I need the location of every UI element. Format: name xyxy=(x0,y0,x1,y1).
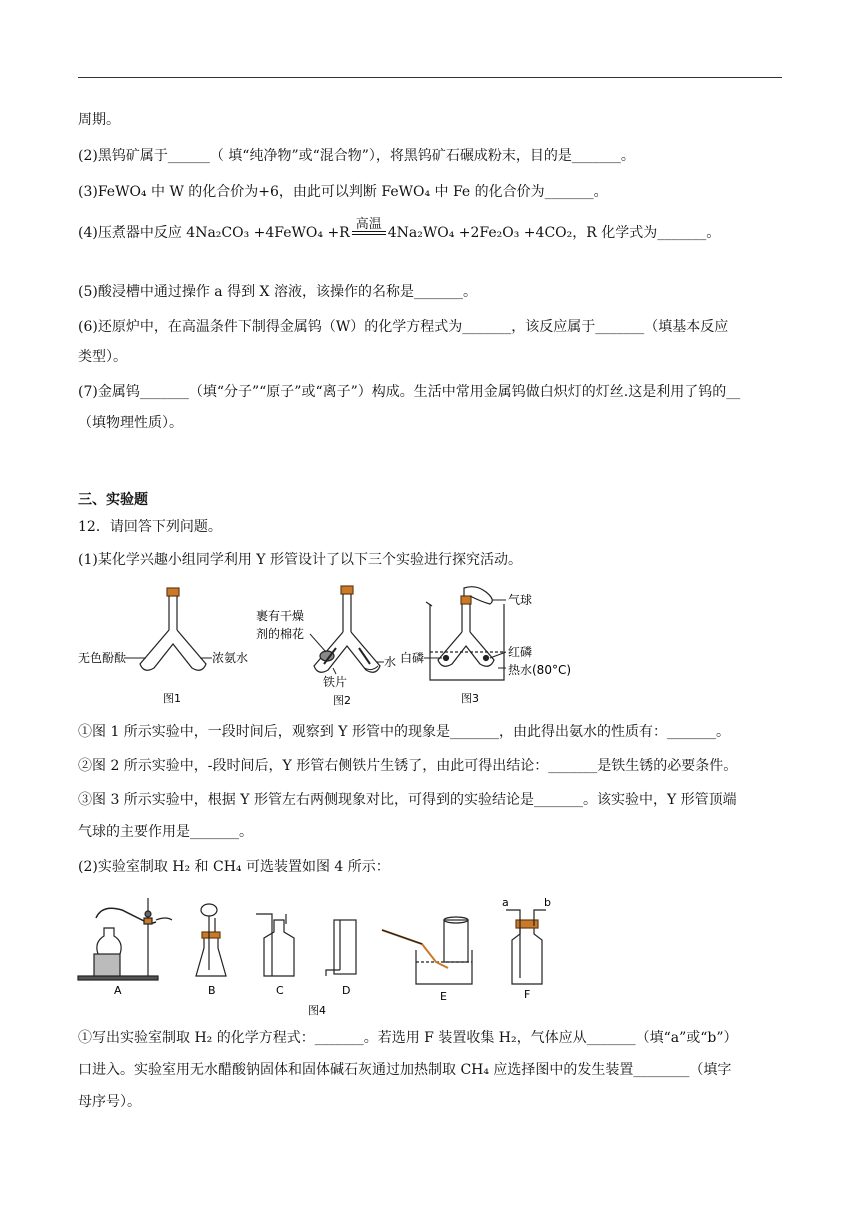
question-6-cont: 类型）。 xyxy=(78,349,127,365)
figure-3 xyxy=(426,587,504,680)
label-phenolphthalein: 无色酚酞 xyxy=(78,651,127,665)
question-2: (2)黑钨矿属于______（ 填“纯净物”或“混合物”），将黑钨矿石碾成粉末，目的是_______。 xyxy=(78,148,635,164)
label-white-phosphorus: 白磷 xyxy=(400,651,425,665)
label-cotton-line1: 裹有干燥 xyxy=(256,609,305,623)
question-12-1a: ①图 1 所示实验中，一段时间后，观察到 Y 形管中的现象是_______，由此得出氨水的性质有：_______。 xyxy=(78,724,730,740)
label-b-apparatus: B xyxy=(208,984,216,997)
question-12-2a-cont: 口进入。实验室用无水醋酸钠固体和固体碱石灰通过加热制取 CH₄ 应选择图中的发生装置________（填字 xyxy=(78,1062,732,1078)
header-rule xyxy=(78,77,782,78)
question-12-2a-end: 母序号）。 xyxy=(78,1094,141,1110)
label-port-a: a xyxy=(502,896,509,909)
question-12-1c: ③图 3 所示实验中，根据 Y 形管左右两侧现象对比，可得到的实验结论是_______。该实验中，Y 形管顶端 xyxy=(78,792,737,808)
apparatus-c xyxy=(256,914,294,976)
label-hot-water: 热水(80°C) xyxy=(508,663,572,677)
equation-right: 4Na₂WO₄ +2Fe₂O₃ +4CO₂，R 化学式为_______。 xyxy=(387,225,721,241)
caption-figure-1: 图1 xyxy=(163,692,181,705)
section-heading: 三、实验题 xyxy=(78,492,148,508)
label-ammonia: 浓氨水 xyxy=(212,651,249,665)
apparatus-b xyxy=(196,904,226,976)
question-3: (3)FeWO₄ 中 W 的化合价为+6，由此可以判断 FeWO₄ 中 Fe 的化合价为_______。 xyxy=(78,184,608,200)
reaction-arrow xyxy=(352,217,386,235)
apparatus-f xyxy=(506,910,546,984)
label-port-b: b xyxy=(544,896,551,909)
question-12-part1: (1)某化学兴趣小组同学利用 Y 形管设计了以下三个实验进行探究活动。 xyxy=(78,552,522,568)
label-red-phosphorus: 红磷 xyxy=(508,645,533,659)
y-tube-figures xyxy=(78,582,572,712)
question-7: (7)金属钨_______（填“分子”“原子”或“离子”）构成。生活中常用金属钨做白炽灯的灯丝.这是利用了钨的__ xyxy=(78,384,741,400)
caption-figure-4: 图4 xyxy=(308,1004,326,1017)
equation-left: (4)压煮器中反应 4Na₂CO₃ +4FeWO₄ +R xyxy=(78,225,350,241)
label-a-apparatus: A xyxy=(114,984,122,997)
label-d-apparatus: D xyxy=(342,984,351,997)
label-water: 水 xyxy=(384,655,397,669)
apparatus-figure-4 xyxy=(76,890,566,1020)
question-5: (5)酸浸槽中通过操作 a 得到 X 溶液，该操作的名称是_______。 xyxy=(78,284,477,300)
apparatus-d xyxy=(326,920,356,976)
label-balloon: 气球 xyxy=(508,593,533,607)
figure-1 xyxy=(140,588,206,670)
caption-figure-2: 图2 xyxy=(333,694,351,707)
label-e-apparatus: E xyxy=(440,990,447,1003)
label-cotton-line2: 剂的棉花 xyxy=(256,627,305,641)
caption-figure-3: 图3 xyxy=(461,692,479,705)
text-line: 周期。 xyxy=(78,112,120,128)
question-6: (6)还原炉中，在高温条件下制得金属钨（W）的化学方程式为_______，该反应属于_______（填基本反应 xyxy=(78,319,729,335)
question-12-2a: ①写出实验室制取 H₂ 的化学方程式：_______。若选用 F 装置收集 H₂，气体应从_______（填“a”或“b”） xyxy=(78,1030,738,1046)
question-12-1b: ②图 2 所示实验中，-段时间后，Y 形管右侧铁片生锈了，由此可得出结论：_______是铁生锈的必要条件。 xyxy=(78,758,738,774)
question-7-cont: （填物理性质）。 xyxy=(78,415,183,431)
label-iron-sheet: 铁片 xyxy=(323,675,348,689)
question-12-part2: (2)实验室制取 H₂ 和 CH₄ 可选装置如图 4 所示： xyxy=(78,859,390,875)
question-12-1c-cont: 气球的主要作用是_______。 xyxy=(78,824,253,840)
apparatus-a xyxy=(78,898,172,980)
question-4-equation xyxy=(78,217,721,250)
apparatus-e xyxy=(382,917,472,984)
reaction-condition: 高温 xyxy=(355,217,382,232)
label-c-apparatus: C xyxy=(276,984,284,997)
figure-2 xyxy=(314,586,380,672)
question-12: 12．请回答下列问题。 xyxy=(78,519,222,535)
label-f-apparatus: F xyxy=(524,988,531,1001)
